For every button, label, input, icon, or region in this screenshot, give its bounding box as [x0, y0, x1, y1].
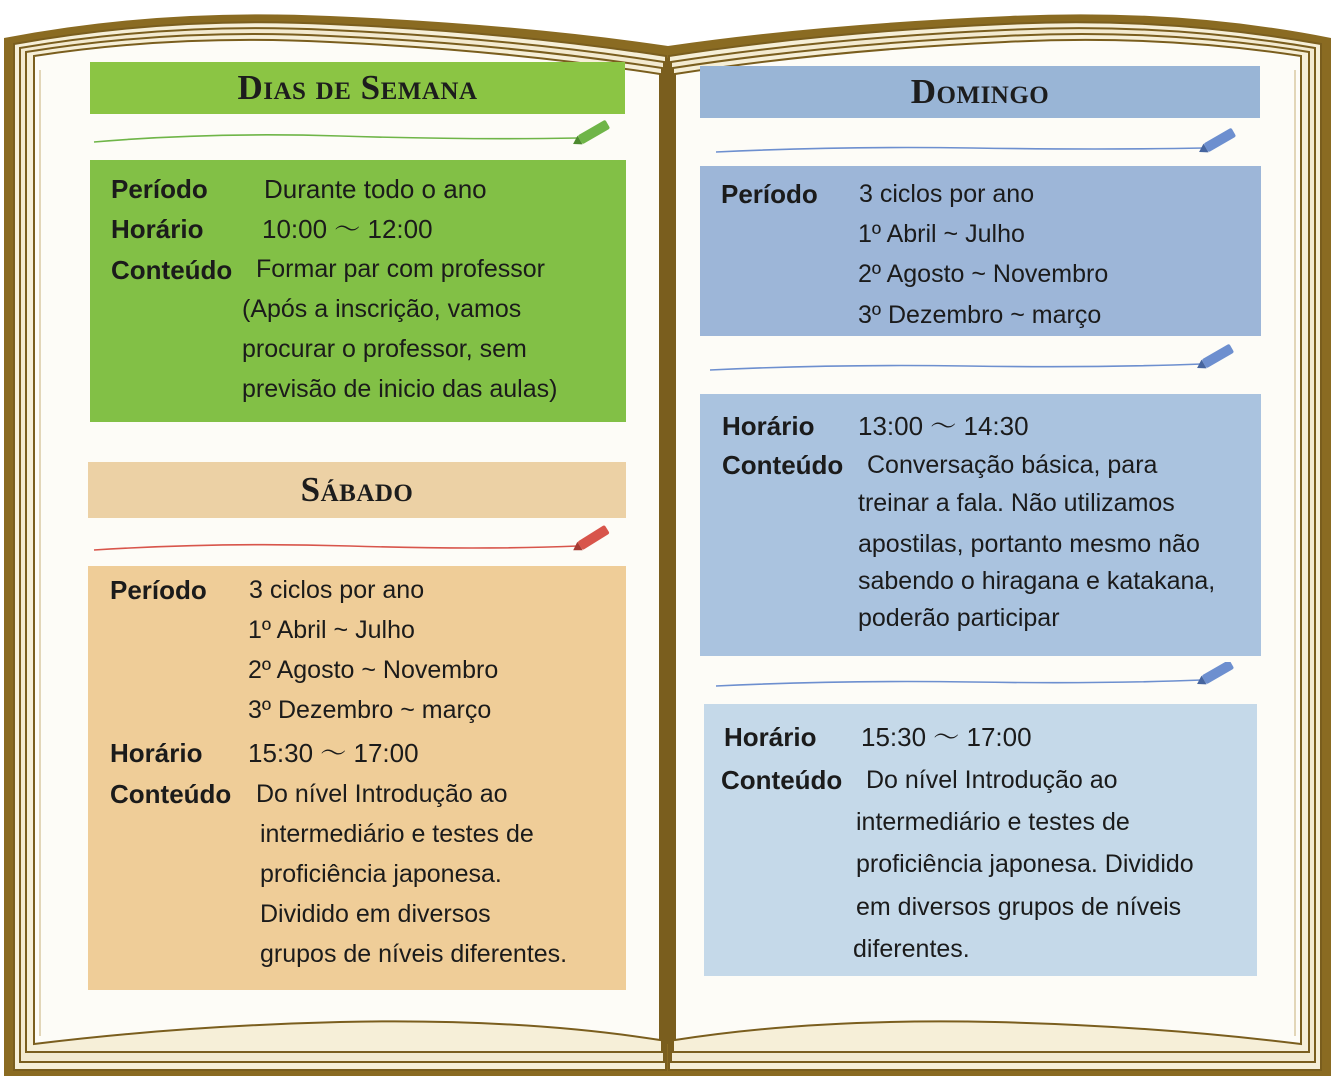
- pen-divider-saturday: [90, 520, 620, 556]
- weekday-horario-label: Horário: [111, 214, 204, 244]
- sunday-session2-horario-value: 15:30 ～ 17:00: [861, 722, 1032, 752]
- pen-divider-weekday: [90, 118, 620, 148]
- sunday-session1-horario-value: 13:00 ～ 14:30: [858, 411, 1029, 441]
- weekday-conteudo-line: procurar o professor, sem: [242, 335, 527, 363]
- pen-divider-sunday-3: [712, 662, 1252, 696]
- sunday-session1-conteudo-line: Conversação básica, para: [867, 451, 1158, 479]
- sunday-session1-conteudo-line: sabendo o hiragana e katakana,: [858, 567, 1216, 595]
- sunday-session2-conteudo-label: Conteúdo: [721, 765, 843, 795]
- pen-divider-sunday-1: [712, 126, 1252, 160]
- weekday-periodo-value: Durante todo o ano: [264, 174, 487, 204]
- weekday-periodo-label: Período: [111, 174, 208, 204]
- sunday-periodo-line: 3 ciclos por ano: [859, 180, 1035, 208]
- sunday-session2-conteudo-line: proficiência japonesa. Dividido: [856, 850, 1194, 878]
- sunday-session1-conteudo-line: poderão participar: [858, 604, 1060, 632]
- saturday-horario-label: Horário: [110, 738, 203, 768]
- sunday-session1-conteudo-line: treinar a fala. Não utilizamos: [858, 489, 1175, 517]
- sunday-session1-conteudo-line: apostilas, portanto mesmo não: [858, 530, 1200, 558]
- saturday-conteudo-line: Dividido em diversos: [260, 900, 491, 928]
- saturday-periodo-label: Período: [110, 575, 207, 605]
- weekday-conteudo-line: (Após a inscrição, vamos: [242, 295, 522, 323]
- pen-icon: [571, 525, 610, 555]
- saturday-title: Sábado: [88, 462, 626, 518]
- weekday-conteudo-line: Formar par com professor: [256, 255, 545, 283]
- saturday-conteudo-line: grupos de níveis diferentes.: [260, 940, 568, 968]
- pen-icon: [1197, 128, 1237, 157]
- saturday-periodo-line: 2º Agosto ~ Novembro: [248, 656, 499, 684]
- weekday-conteudo-line: previsão de inicio das aulas): [242, 375, 558, 403]
- pen-icon: [1195, 344, 1235, 372]
- sunday-session2-conteudo-line: diferentes.: [853, 935, 970, 963]
- pen-icon: [571, 120, 611, 148]
- saturday-conteudo-line: proficiência japonesa.: [260, 860, 502, 888]
- sunday-session2-conteudo-line: em diversos grupos de níveis: [856, 893, 1182, 921]
- saturday-periodo-line: 1º Abril ~ Julho: [248, 616, 415, 644]
- sunday-periodo-line: 3º Dezembro ~ março: [858, 301, 1102, 329]
- weekday-horario-value: 10:00 ～ 12:00: [262, 214, 433, 244]
- saturday-periodo-line: 3º Dezembro ~ março: [248, 696, 492, 724]
- sunday-title: Domingo: [700, 66, 1260, 118]
- sunday-session2-conteudo-line: Do nível Introdução ao: [866, 766, 1118, 794]
- sunday-session1-horario-label: Horário: [722, 411, 815, 441]
- saturday-horario-value: 15:30 ～ 17:00: [248, 738, 419, 768]
- sunday-periodo-line: 1º Abril ~ Julho: [858, 220, 1025, 248]
- sunday-periodo-line: 2º Agosto ~ Novembro: [858, 260, 1109, 288]
- sunday-session1-conteudo-label: Conteúdo: [722, 450, 844, 480]
- sunday-session2-conteudo-line: intermediário e testes de: [856, 808, 1130, 836]
- saturday-conteudo-line: intermediário e testes de: [260, 820, 534, 848]
- sunday-session2-horario-label: Horário: [724, 722, 817, 752]
- pen-icon: [1195, 662, 1235, 688]
- weekday-conteudo-label: Conteúdo: [111, 255, 233, 285]
- pen-divider-sunday-2: [706, 344, 1252, 378]
- sunday-periodo-label: Período: [721, 179, 818, 209]
- weekday-title: Dias de Semana: [90, 62, 625, 114]
- saturday-conteudo-label: Conteúdo: [110, 779, 232, 809]
- saturday-periodo-line: 3 ciclos por ano: [249, 576, 425, 604]
- saturday-conteudo-line: Do nível Introdução ao: [256, 780, 508, 808]
